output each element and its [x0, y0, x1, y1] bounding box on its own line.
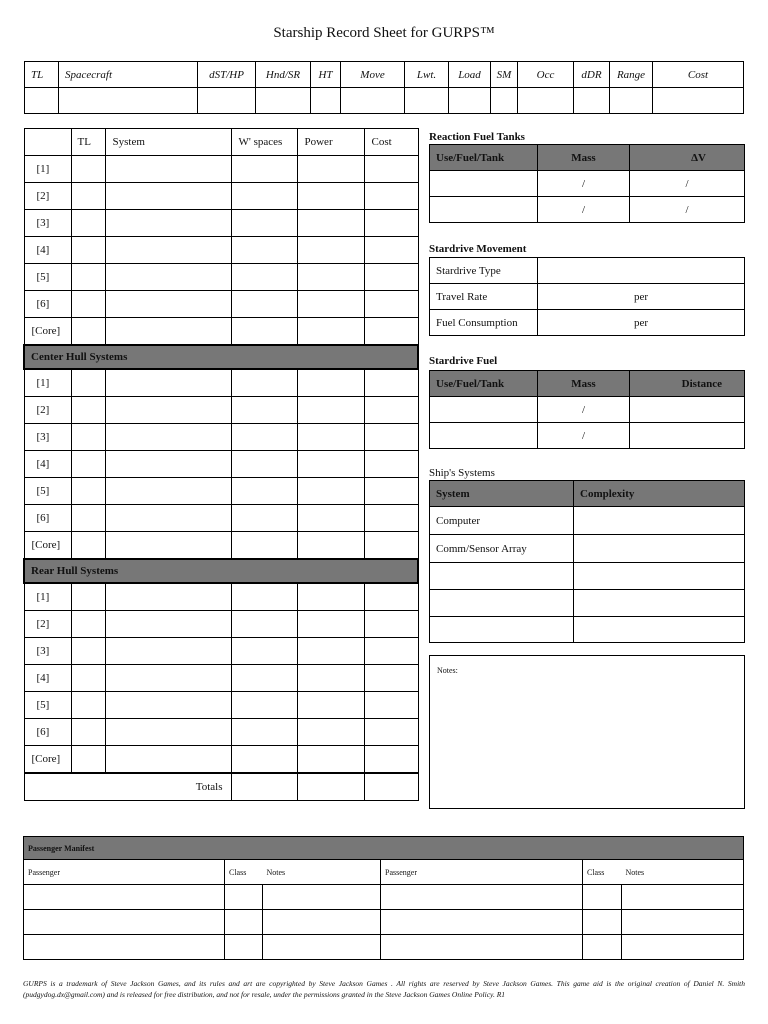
- front-hull-tl-cell[interactable]: [71, 237, 105, 264]
- ss-col-complexity: Complexity: [574, 481, 745, 507]
- front-hull-system-cell[interactable]: [105, 237, 231, 264]
- center-hull-cost-cell[interactable]: [364, 478, 418, 505]
- center-hull-cost-cell[interactable]: [364, 532, 418, 560]
- input-load[interactable]: [449, 88, 491, 114]
- ss-computer-value[interactable]: [574, 507, 745, 535]
- center-hull-cost-cell[interactable]: [364, 505, 418, 532]
- header-hnd-sr: Hnd/SR: [256, 62, 311, 88]
- center-hull-cost-cell[interactable]: [364, 369, 418, 397]
- header-dst-hp: dST/HP: [198, 62, 256, 88]
- front-hull-system-cell[interactable]: [105, 156, 231, 183]
- input-hnd-sr[interactable]: [256, 88, 311, 114]
- header-range: Range: [610, 62, 653, 88]
- rear-hull-system-cell[interactable]: [105, 719, 231, 746]
- pm-col-notes-right: Notes: [622, 860, 744, 885]
- input-move[interactable]: [341, 88, 405, 114]
- stardrive-movement-title: Stardrive Movement: [429, 243, 527, 255]
- center-hull-wspaces-cell[interactable]: [231, 505, 297, 532]
- manifest-passenger-left-cell[interactable]: [24, 910, 225, 935]
- header-occ: Occ: [518, 62, 574, 88]
- stardrive-fuel-title: Stardrive Fuel: [429, 355, 498, 367]
- rear-hull-system-cell[interactable]: [105, 638, 231, 665]
- front-hull-wspaces-cell[interactable]: [231, 183, 297, 210]
- rear-hull-cost-cell[interactable]: [364, 611, 418, 638]
- center-hull-label-cell: [6]: [24, 505, 71, 532]
- manifest-class-right-cell[interactable]: [583, 910, 622, 935]
- manifest-notes-left-cell[interactable]: [263, 935, 381, 960]
- center-hull-tl-cell[interactable]: [71, 505, 105, 532]
- front-hull-wspaces-cell[interactable]: [231, 237, 297, 264]
- input-ddr[interactable]: [574, 88, 610, 114]
- rear-hull-label-cell: [6]: [24, 719, 71, 746]
- manifest-notes-right-cell[interactable]: [622, 910, 744, 935]
- rear-hull-row: [24, 611, 418, 638]
- front-hull-power-cell[interactable]: [297, 237, 364, 264]
- col-power: Power: [297, 129, 364, 156]
- totals-wspaces[interactable]: [231, 773, 297, 801]
- reaction-fuel-table: [429, 144, 745, 223]
- front-hull-tl-cell[interactable]: [71, 183, 105, 210]
- front-hull-tl-cell[interactable]: [71, 264, 105, 291]
- front-hull-power-cell[interactable]: [297, 264, 364, 291]
- center-hull-power-cell[interactable]: [297, 369, 364, 397]
- center-hull-power-cell[interactable]: [297, 505, 364, 532]
- sf-use-1[interactable]: [430, 397, 538, 423]
- pm-col-notes-left: Notes: [263, 860, 381, 885]
- rear-hull-system-cell[interactable]: [105, 665, 231, 692]
- front-hull-label-cell: [5]: [24, 264, 71, 291]
- sf-col-distance: Distance: [630, 371, 745, 397]
- rear-hull-row: [24, 638, 418, 665]
- sm-fuel-label: Fuel Consumption: [430, 310, 538, 336]
- rear-hull-header: Rear Hull Systems: [24, 559, 418, 583]
- manifest-passenger-right-cell[interactable]: [381, 885, 583, 910]
- manifest-row: [24, 910, 744, 935]
- ships-systems-title: Ship's Systems: [429, 467, 495, 479]
- sf-distance-1[interactable]: [630, 397, 745, 423]
- front-hull-label-cell: [6]: [24, 291, 71, 318]
- input-tl[interactable]: [25, 88, 59, 114]
- rear-hull-label-cell: [3]: [24, 638, 71, 665]
- front-hull-wspaces-cell[interactable]: [231, 210, 297, 237]
- manifest-row: [24, 885, 744, 910]
- front-hull-label-cell: [4]: [24, 237, 71, 264]
- rf-dv-1[interactable]: /: [630, 171, 745, 197]
- center-hull-row: [24, 369, 418, 397]
- manifest-title: Passenger Manifest: [24, 837, 744, 860]
- rear-hull-label-cell: [1]: [24, 583, 71, 611]
- col-wspaces: W' spaces: [231, 129, 297, 156]
- pm-col-passenger-right: Passenger: [381, 860, 583, 885]
- rear-hull-wspaces-cell[interactable]: [231, 746, 297, 774]
- center-hull-cost-cell[interactable]: [364, 424, 418, 451]
- front-hull-cost-cell[interactable]: [364, 183, 418, 210]
- ships-systems-table: [429, 480, 745, 643]
- front-hull-power-cell[interactable]: [297, 183, 364, 210]
- front-hull-tl-cell[interactable]: [71, 156, 105, 183]
- sm-type-value[interactable]: [538, 258, 745, 284]
- ss-row-4-complexity[interactable]: [574, 590, 745, 617]
- col-tl: TL: [71, 129, 105, 156]
- front-hull-power-cell[interactable]: [297, 291, 364, 318]
- rear-hull-cost-cell[interactable]: [364, 638, 418, 665]
- rear-hull-system-cell[interactable]: [105, 611, 231, 638]
- notes-label: Notes:: [437, 666, 458, 675]
- rear-hull-tl-cell[interactable]: [71, 611, 105, 638]
- sf-col-mass: Mass: [538, 371, 630, 397]
- front-hull-wspaces-cell[interactable]: [231, 291, 297, 318]
- sf-mass-1[interactable]: /: [538, 397, 630, 423]
- manifest-class-left-cell[interactable]: [225, 885, 263, 910]
- center-hull-label-cell: [4]: [24, 451, 71, 478]
- stardrive-fuel-table: [429, 370, 745, 449]
- center-hull-wspaces-cell[interactable]: [231, 478, 297, 505]
- rf-mass-1[interactable]: /: [538, 171, 630, 197]
- sm-fuel-value[interactable]: per: [538, 310, 745, 336]
- center-hull-row: [24, 478, 418, 505]
- pm-col-class-right: Class: [583, 860, 622, 885]
- header-spacecraft: Spacecraft: [59, 62, 198, 88]
- sm-travel-value[interactable]: per: [538, 284, 745, 310]
- manifest-notes-right-cell[interactable]: [622, 935, 744, 960]
- ss-comm-value[interactable]: [574, 535, 745, 563]
- front-hull-label-cell: [3]: [24, 210, 71, 237]
- front-hull-row: [24, 210, 418, 237]
- rf-col-use: Use/Fuel/Tank: [430, 145, 538, 171]
- rear-hull-label-cell: [5]: [24, 692, 71, 719]
- ss-comm-label: Comm/Sensor Array: [430, 535, 574, 563]
- header-load: Load: [449, 62, 491, 88]
- front-hull-power-cell[interactable]: [297, 318, 364, 346]
- rear-hull-cost-cell[interactable]: [364, 583, 418, 611]
- rear-hull-cost-cell[interactable]: [364, 719, 418, 746]
- rear-hull-wspaces-cell[interactable]: [231, 692, 297, 719]
- front-hull-row: [24, 156, 418, 183]
- rear-hull-tl-cell[interactable]: [71, 692, 105, 719]
- front-hull-cost-cell[interactable]: [364, 318, 418, 346]
- stardrive-movement-table: [429, 257, 745, 336]
- rear-hull-row: [24, 665, 418, 692]
- header-sm: SM: [491, 62, 518, 88]
- rear-hull-power-cell[interactable]: [297, 746, 364, 774]
- sm-type-label: Stardrive Type: [430, 258, 538, 284]
- center-hull-cost-cell[interactable]: [364, 397, 418, 424]
- front-hull-label-cell: [2]: [24, 183, 71, 210]
- input-lwt[interactable]: [405, 88, 449, 114]
- center-hull-tl-cell[interactable]: [71, 369, 105, 397]
- sf-mass-2[interactable]: /: [538, 423, 630, 449]
- rf-use-2[interactable]: [430, 197, 538, 223]
- center-hull-tl-cell[interactable]: [71, 424, 105, 451]
- ss-row-5-complexity[interactable]: [574, 617, 745, 643]
- totals-cost[interactable]: [364, 773, 418, 801]
- rear-hull-cost-cell[interactable]: [364, 692, 418, 719]
- front-hull-label-cell: [1]: [24, 156, 71, 183]
- front-hull-row: [24, 318, 418, 346]
- center-hull-system-cell[interactable]: [105, 451, 231, 478]
- center-hull-power-cell[interactable]: [297, 424, 364, 451]
- input-cost[interactable]: [653, 88, 744, 114]
- hull-systems-table: [23, 128, 419, 801]
- manifest-class-left-cell[interactable]: [225, 935, 263, 960]
- manifest-class-right-cell[interactable]: [583, 935, 622, 960]
- front-hull-cost-cell[interactable]: [364, 237, 418, 264]
- rear-hull-row: [24, 583, 418, 611]
- rear-hull-rows: [24, 583, 418, 773]
- center-hull-wspaces-cell[interactable]: [231, 397, 297, 424]
- center-hull-system-cell[interactable]: [105, 505, 231, 532]
- input-occ[interactable]: [518, 88, 574, 114]
- front-hull-cost-cell[interactable]: [364, 291, 418, 318]
- front-hull-row: [24, 291, 418, 318]
- rear-hull-wspaces-cell[interactable]: [231, 719, 297, 746]
- sf-use-2[interactable]: [430, 423, 538, 449]
- rear-hull-power-cell[interactable]: [297, 665, 364, 692]
- manifest-notes-left-cell[interactable]: [263, 910, 381, 935]
- rear-hull-tl-cell[interactable]: [71, 665, 105, 692]
- rear-hull-wspaces-cell[interactable]: [231, 638, 297, 665]
- page-title: Starship Record Sheet for GURPS™: [273, 25, 495, 41]
- pm-col-passenger-left: Passenger: [24, 860, 225, 885]
- header-ddr: dDR: [574, 62, 610, 88]
- front-hull-power-cell[interactable]: [297, 210, 364, 237]
- rear-hull-power-cell[interactable]: [297, 583, 364, 611]
- front-hull-row: [24, 183, 418, 210]
- rear-hull-system-cell[interactable]: [105, 583, 231, 611]
- rear-hull-power-cell[interactable]: [297, 692, 364, 719]
- rear-hull-wspaces-cell[interactable]: [231, 611, 297, 638]
- rear-hull-power-cell[interactable]: [297, 611, 364, 638]
- center-hull-row: [24, 451, 418, 478]
- rear-hull-wspaces-cell[interactable]: [231, 665, 297, 692]
- header-lwt: Lwt.: [405, 62, 449, 88]
- rear-hull-tl-cell[interactable]: [71, 719, 105, 746]
- reaction-fuel-title: Reaction Fuel Tanks: [429, 131, 525, 143]
- center-hull-system-cell[interactable]: [105, 478, 231, 505]
- center-hull-power-cell[interactable]: [297, 397, 364, 424]
- center-hull-wspaces-cell[interactable]: [231, 369, 297, 397]
- ss-col-system: System: [430, 481, 574, 507]
- front-hull-system-cell[interactable]: [105, 291, 231, 318]
- manifest-rows: [24, 885, 744, 960]
- rear-hull-label-cell: [Core]: [24, 746, 71, 774]
- ship-stats-input-row: [25, 88, 744, 114]
- center-hull-wspaces-cell[interactable]: [231, 532, 297, 560]
- sm-travel-label: Travel Rate: [430, 284, 538, 310]
- center-hull-tl-cell[interactable]: [71, 397, 105, 424]
- front-hull-wspaces-cell[interactable]: [231, 156, 297, 183]
- rear-hull-row: [24, 692, 418, 719]
- input-range[interactable]: [610, 88, 653, 114]
- front-hull-row: [24, 264, 418, 291]
- manifest-row: [24, 935, 744, 960]
- ss-row-3-complexity[interactable]: [574, 563, 745, 590]
- front-hull-wspaces-cell[interactable]: [231, 318, 297, 346]
- rf-col-mass: Mass: [538, 145, 630, 171]
- rear-hull-label-cell: [4]: [24, 665, 71, 692]
- pm-col-class-left: Class: [225, 860, 263, 885]
- center-hull-label-cell: [Core]: [24, 532, 71, 560]
- rear-hull-system-cell[interactable]: [105, 692, 231, 719]
- rear-hull-cost-cell[interactable]: [364, 665, 418, 692]
- ss-row-4-system[interactable]: [430, 590, 574, 617]
- header-move: Move: [341, 62, 405, 88]
- center-hull-tl-cell[interactable]: [71, 478, 105, 505]
- front-hull-system-cell[interactable]: [105, 210, 231, 237]
- notes-box[interactable]: [429, 655, 745, 809]
- center-hull-system-cell[interactable]: [105, 424, 231, 451]
- center-hull-label-cell: [2]: [24, 397, 71, 424]
- front-hull-system-cell[interactable]: [105, 318, 231, 346]
- rear-hull-wspaces-cell[interactable]: [231, 583, 297, 611]
- center-hull-power-cell[interactable]: [297, 478, 364, 505]
- rear-hull-system-cell[interactable]: [105, 746, 231, 774]
- ss-computer-label: Computer: [430, 507, 574, 535]
- front-hull-row: [24, 237, 418, 264]
- passenger-manifest-table: [23, 836, 744, 960]
- center-hull-label-cell: [1]: [24, 369, 71, 397]
- sf-col-use: Use/Fuel/Tank: [430, 371, 538, 397]
- center-hull-row: [24, 532, 418, 560]
- center-hull-cost-cell[interactable]: [364, 451, 418, 478]
- manifest-passenger-left-cell[interactable]: [24, 935, 225, 960]
- rf-use-1[interactable]: [430, 171, 538, 197]
- center-hull-label-cell: [5]: [24, 478, 71, 505]
- front-hull-system-cell[interactable]: [105, 183, 231, 210]
- center-hull-row: [24, 505, 418, 532]
- manifest-notes-left-cell[interactable]: [263, 885, 381, 910]
- input-ht[interactable]: [311, 88, 341, 114]
- center-hull-power-cell[interactable]: [297, 532, 364, 560]
- front-hull-cost-cell[interactable]: [364, 210, 418, 237]
- ss-row-3-system[interactable]: [430, 563, 574, 590]
- manifest-class-right-cell[interactable]: [583, 885, 622, 910]
- header-ht: HT: [311, 62, 341, 88]
- manifest-passenger-right-cell[interactable]: [381, 910, 583, 935]
- center-hull-tl-cell[interactable]: [71, 451, 105, 478]
- manifest-passenger-left-cell[interactable]: [24, 885, 225, 910]
- center-hull-row: [24, 397, 418, 424]
- input-dst-hp[interactable]: [198, 88, 256, 114]
- front-hull-tl-cell[interactable]: [71, 318, 105, 346]
- input-sm[interactable]: [491, 88, 518, 114]
- rf-dv-2[interactable]: /: [630, 197, 745, 223]
- front-hull-label-cell: [Core]: [24, 318, 71, 346]
- center-hull-system-cell[interactable]: [105, 369, 231, 397]
- rear-hull-label-cell: [2]: [24, 611, 71, 638]
- center-hull-label-cell: [3]: [24, 424, 71, 451]
- rear-hull-tl-cell[interactable]: [71, 746, 105, 774]
- front-hull-cost-cell[interactable]: [364, 156, 418, 183]
- manifest-class-left-cell[interactable]: [225, 910, 263, 935]
- rear-hull-tl-cell[interactable]: [71, 638, 105, 665]
- center-hull-system-cell[interactable]: [105, 397, 231, 424]
- ship-stats-table: [24, 61, 744, 114]
- rear-hull-tl-cell[interactable]: [71, 583, 105, 611]
- center-hull-wspaces-cell[interactable]: [231, 451, 297, 478]
- copyright-footer: GURPS is a trademark of Steve Jackson Games, and its rules and art are copyrighted by Steve Jackson Games . All rights are reserved by Steve Jackson Games. This game aid is the original creation of Daniel N. Smith (pudgydog.dx@gmail.com) and is released for free distribution, and not for resale, under the permissions granted in the Steve Jackson Games Online Policy. R1: [23, 979, 745, 999]
- rear-hull-cost-cell[interactable]: [364, 746, 418, 774]
- ss-row-5-system[interactable]: [430, 617, 574, 643]
- totals-power[interactable]: [297, 773, 364, 801]
- center-hull-wspaces-cell[interactable]: [231, 424, 297, 451]
- front-hull-rows: [24, 156, 418, 346]
- center-hull-tl-cell[interactable]: [71, 532, 105, 560]
- col-cost: Cost: [364, 129, 418, 156]
- front-hull-tl-cell[interactable]: [71, 291, 105, 318]
- rf-col-dv: ΔV: [630, 145, 745, 171]
- center-hull-header: Center Hull Systems: [24, 345, 418, 369]
- center-hull-power-cell[interactable]: [297, 451, 364, 478]
- front-hull-wspaces-cell[interactable]: [231, 264, 297, 291]
- sf-distance-2[interactable]: [630, 423, 745, 449]
- totals-label: Totals: [24, 773, 231, 801]
- center-hull-rows: [24, 369, 418, 559]
- manifest-notes-right-cell[interactable]: [622, 885, 744, 910]
- front-hull-power-cell[interactable]: [297, 156, 364, 183]
- rear-hull-row: [24, 746, 418, 774]
- header-tl: TL: [25, 62, 59, 88]
- rear-hull-power-cell[interactable]: [297, 719, 364, 746]
- front-hull-tl-cell[interactable]: [71, 210, 105, 237]
- manifest-passenger-right-cell[interactable]: [381, 935, 583, 960]
- rear-hull-row: [24, 719, 418, 746]
- col-system: System: [105, 129, 231, 156]
- rear-hull-power-cell[interactable]: [297, 638, 364, 665]
- center-hull-system-cell[interactable]: [105, 532, 231, 560]
- front-hull-system-cell[interactable]: [105, 264, 231, 291]
- rf-mass-2[interactable]: /: [538, 197, 630, 223]
- header-cost: Cost: [653, 62, 744, 88]
- front-hull-cost-cell[interactable]: [364, 264, 418, 291]
- input-spacecraft[interactable]: [59, 88, 198, 114]
- center-hull-row: [24, 424, 418, 451]
